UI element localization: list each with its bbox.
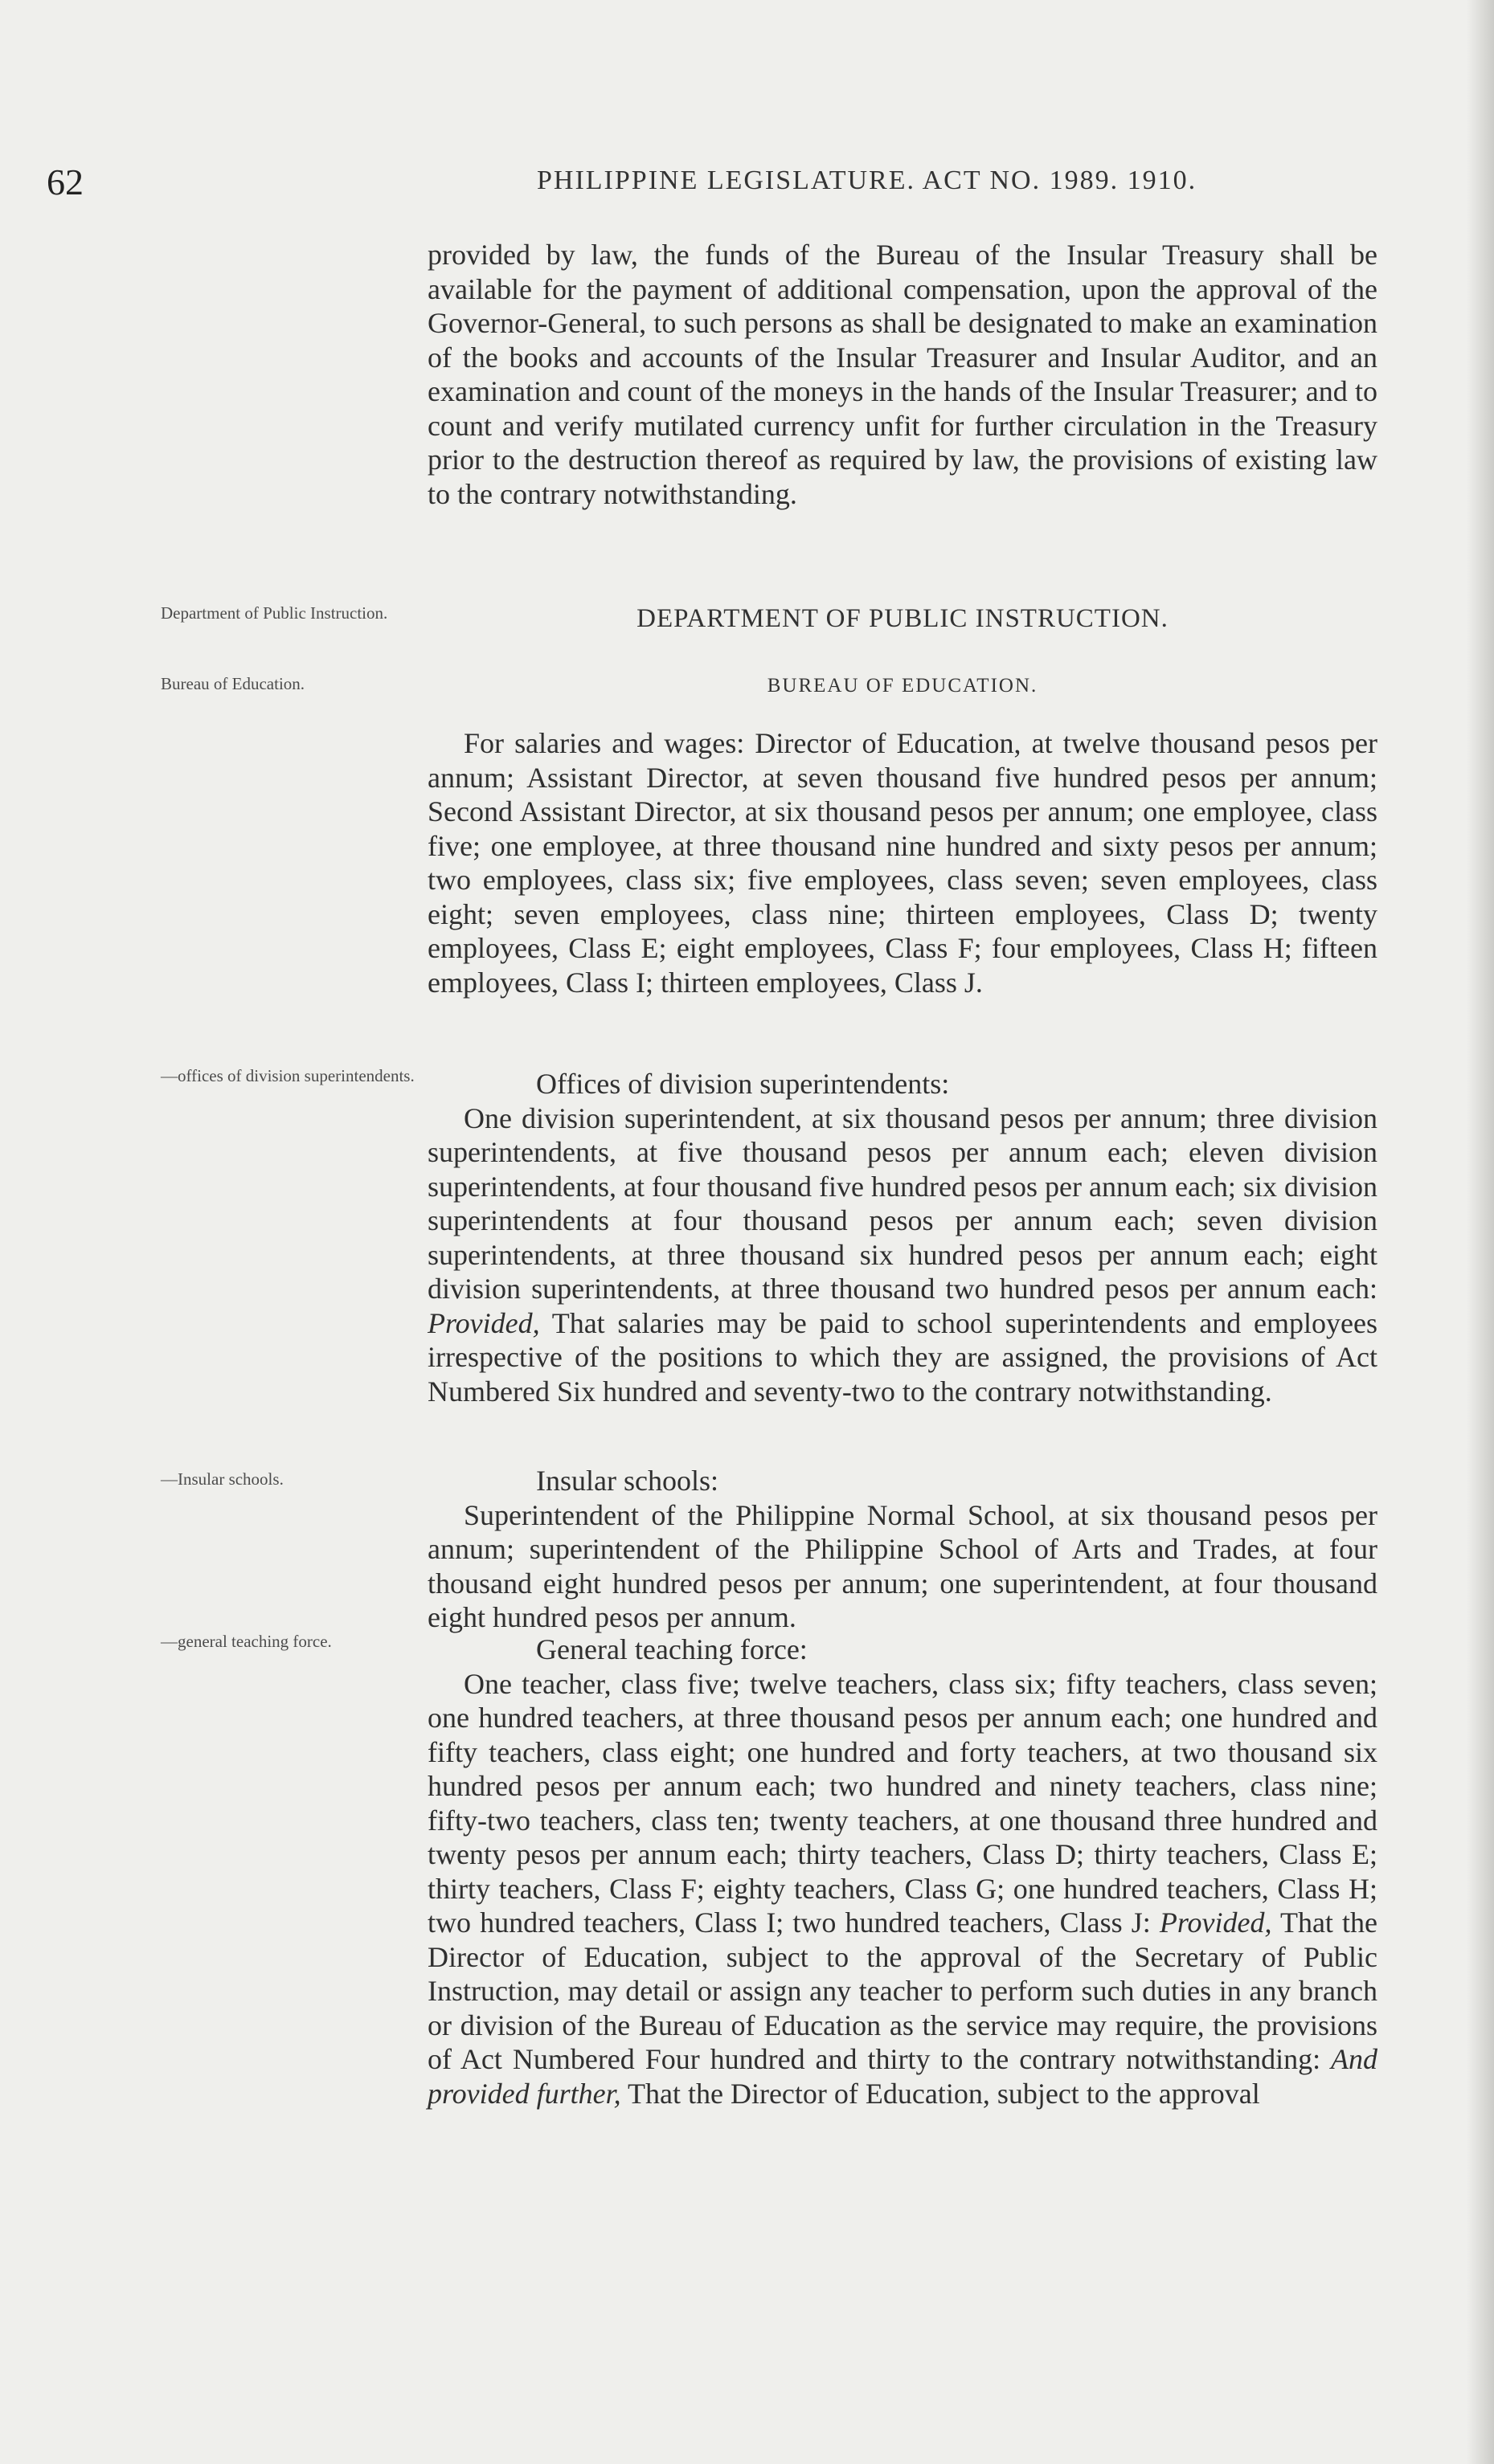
page-edge-shadow bbox=[1467, 0, 1494, 2464]
general-text: One teacher, class five; twelve teachers, class six; fifty teachers, class seven; one hundred teachers, at three thousand pesos per annum each; one hundred and fifty teachers, class eight; one hundred and forty teachers, at two thousand six hundred pesos per annum each; two hundred and ninety teachers, class nine; fifty-two teachers, class ten; twenty teachers, at one thousand three hundred and twenty pesos per annum each; thirty teachers, Class D; thirty teachers, Class E; thirty teachers, Class F; eighty teachers, Class G; one hundred teachers, Class H; two hundred teachers, Class I; two hundred teachers, Class J: bbox=[428, 1667, 1377, 1939]
running-head: PHILIPPINE LEGISLATURE. ACT NO. 1989. 1910. bbox=[537, 165, 1197, 195]
body-paragraph bbox=[428, 1632, 1377, 2111]
department-heading: DEPARTMENT OF PUBLIC INSTRUCTION. bbox=[636, 604, 1169, 633]
paragraph-salaries: For salaries and wages: Director of Education, at twelve thousand pesos per annum; Assistant Director, at seven thousand five hundred pesos per annum; Second Assistant Director, at six thousand pesos per annum; one employee, class five; one employee, at three thousand nine hundred and sixty pesos per annum; two employees, class six; five employees, class seven; seven employees, class eight; seven employees, class nine; thirteen employees, Class D; twenty employees, Class E; eight employees, Class F; four employees, Class H; fifteen employees, Class I; thirteen employees, Class J. bbox=[428, 727, 1377, 999]
margin-note-department: Department of Public Instruction. bbox=[161, 603, 388, 623]
provided-word: Provided, bbox=[428, 1306, 540, 1339]
bureau-heading: BUREAU OF EDUCATION. bbox=[767, 675, 1038, 697]
margin-note-bureau: Bureau of Education. bbox=[161, 674, 305, 693]
general-continuation: That the Director of Education, subject to the approval bbox=[628, 2077, 1260, 2110]
and-provided-words: And provided further, bbox=[428, 2043, 1378, 2110]
margin-note-offices: —offices of division superintendents. bbox=[161, 1066, 415, 1085]
offices-text: One division superintendent, at six thousand pesos per annum; three division superintendents, at five thousand pesos per annum each; eleven division superintendents, at four thousand five hundred pesos per annum each; six division superintendents at four thousand pesos per annum each; seven division superintendents, at three thousand six hundred pesos per annum each; eight division superintendents, at three thousand two hundred pesos per annum each: bbox=[428, 1101, 1377, 1305]
margin-note-general: —general teaching force. bbox=[161, 1632, 332, 1651]
general-proviso: That the Director of Education, subject to the approval of the Secretary of Public Instruction, may detail or assign any teacher to perform such duties in any branch or division of the Bureau of Education as the service may require, the provisions of Act Numbered Four hundred and thirty to the contrary notwithstanding: bbox=[428, 1906, 1378, 2075]
paragraph-general bbox=[428, 1667, 1377, 2111]
offices-heading: Offices of division superintendents: bbox=[536, 1068, 950, 1100]
paragraph-offices bbox=[428, 1101, 1377, 1409]
body-paragraph bbox=[428, 1464, 1377, 1635]
body-paragraph bbox=[428, 726, 1377, 999]
offices-proviso: That salaries may be paid to school superintendents and employees irrespective of the positions to which they are assigned, the provisions of Act Numbered Six hundred and seventy-two to the contrary notwithstanding. bbox=[428, 1306, 1377, 1408]
margin-note-insular: —Insular schools. bbox=[161, 1469, 284, 1489]
body-paragraph bbox=[428, 238, 1377, 511]
paragraph-insular: Superintendent of the Philippine Normal School, at six thousand pesos per annum; superintendent of the Philippine School of Arts and Trades, at four thousand eight hundred pesos per annum; one superintendent, at four thousand eight hundred pesos per annum. bbox=[428, 1498, 1377, 1633]
general-heading: General teaching force: bbox=[536, 1633, 808, 1665]
body-paragraph bbox=[428, 1067, 1377, 1408]
insular-heading: Insular schools: bbox=[536, 1465, 718, 1497]
paragraph-treasury: provided by law, the funds of the Bureau of the Insular Treasury shall be available for the payment of additional compensation, upon the approval of the Governor-General, to such persons as shall be designated to make an examination of the books and accounts of the Insular Treasurer and Insular Auditor, and an examination and count of the moneys in the hands of the Insular Treasurer; and to count and verify mutilated currency unfit for further circulation in the Treasury prior to the destruction thereof as required by law, the provisions of existing law to the contrary notwithstanding. bbox=[428, 239, 1377, 510]
provided-word: Provided, bbox=[1159, 1906, 1272, 1939]
page-number: 62 bbox=[47, 161, 84, 202]
